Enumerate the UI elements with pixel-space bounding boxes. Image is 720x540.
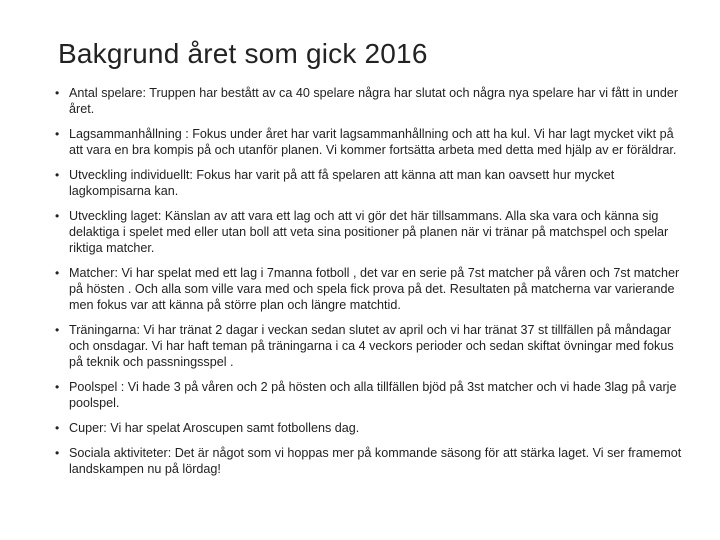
bullet-dot-icon: •: [55, 208, 60, 223]
bullet-item-poolspel: [55, 379, 683, 411]
bullet-item-lagsammanhallning: [55, 126, 683, 158]
bullet-item-utveckling-laget: [55, 208, 683, 257]
bullet-dot-icon: •: [55, 322, 60, 337]
bullet-dot-icon: •: [55, 380, 60, 395]
bullet-dot-icon: •: [55, 445, 60, 460]
bullet-item-cuper: [55, 420, 683, 436]
bullet-text: Lagsammanhållning : Fokus under året har varit lagsammanhållning och att ha kul. Vi har lagt mycket vikt på att vara en bra kompis på och utanför planen. Vi kommer fortsätta arbeta med detta med hjälp av er föräldrar.: [69, 126, 677, 158]
bullet-text: Matcher: Vi har spelat med ett lag i 7manna fotboll , det var en serie på 7st matcher på våren och 7st matcher på hösten . Och alla som ville vara med och spela fick prova på det. Resultaten på matcherna var varierande men fokus var att känna på större plan och längre matchtid.: [69, 265, 680, 313]
bullet-dot-icon: •: [55, 420, 60, 435]
bullet-item-antal-spelare: [55, 85, 683, 117]
bullet-text: Utveckling individuellt: Fokus har varit på att få spelaren att känna att man kan oavsett hur mycket lagkompisarna kan.: [69, 167, 615, 199]
bullet-text: Träningarna: Vi har tränat 2 dagar i veckan sedan slutet av april och vi har tränat 37 st tillfällen på måndagar och onsdagar. Vi har haft teman på träningarna i ca 4 veckors perioder och sedan skiftat övningar med fokus på teknik och passningsspel .: [69, 322, 674, 370]
slide-title: Bakgrund året som gick 2016: [58, 38, 428, 69]
bullet-list: [55, 85, 683, 486]
bullet-dot-icon: •: [55, 265, 60, 280]
bullet-text: Utveckling laget: Känslan av att vara ett lag och att vi gör det här tillsammans. Alla ska vara och känna sig delaktiga i spelet med eller utan boll att veta sina positioner på planen när vi tränar på matchspel och spelar riktiga matcher.: [69, 208, 669, 256]
bullet-text: Antal spelare: Truppen har bestått av ca 40 spelare några har slutat och några nya spelare har vi fått in under året.: [69, 86, 679, 117]
bullet-dot-icon: •: [55, 126, 60, 141]
bullet-item-matcher: [55, 265, 683, 314]
bullet-dot-icon: •: [55, 167, 60, 182]
bullet-text: Sociala aktiviteter: Det är något som vi hoppas mer på kommande säsong för att stärka laget. Vi ser framemot landskampen nu på lördag!: [69, 445, 682, 476]
bullet-text: Cuper: Vi har spelat Aroscupen samt fotbollens dag.: [69, 420, 360, 435]
bullet-text: Poolspel : Vi hade 3 på våren och 2 på hösten och alla tillfällen bjöd på 3st matcher och vi hade 3lag på varje poolspel.: [69, 380, 677, 411]
bullet-item-traningarna: [55, 322, 683, 371]
bullet-item-utveckling-individuellt: [55, 167, 683, 199]
bullet-dot-icon: •: [55, 86, 60, 100]
bullet-item-sociala-aktiviteter: [55, 445, 683, 477]
